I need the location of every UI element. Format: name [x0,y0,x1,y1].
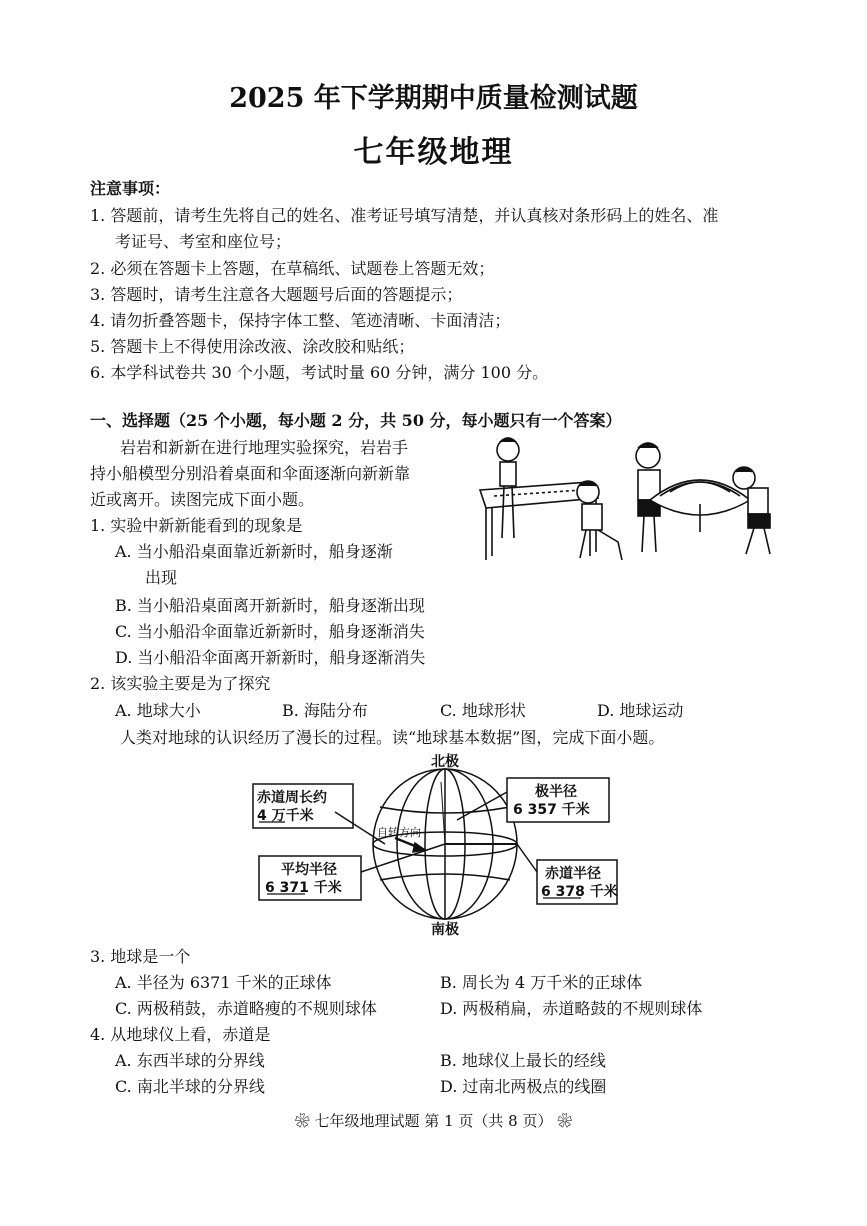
mean-radius-value: 6 371 千米 [265,880,342,896]
subject-title: 七年级地理 [353,135,514,170]
page-footer: ❀ 七年级地理试题 第 1 页（共 8 页） ❀ [294,1112,573,1130]
q3-option-b: B. 周长为 4 万千米的正球体 [440,973,643,992]
q2-option-b: B. 海陆分布 [282,701,368,720]
q4-option-b: B. 地球仪上最长的经线 [440,1051,606,1070]
notice-item: 2. 必须在答题卡上答题，在草稿纸、试题卷上答题无效； [90,259,495,278]
intro-line: 近或离开。读图完成下面小题。 [90,490,315,509]
q2-option-c: C. 地球形状 [440,701,526,720]
q1-option-c: C. 当小船沿伞面靠近新新时，船身逐渐消失 [115,622,425,641]
notice-item: 4. 请勿折叠答题卡，保持字体工整、笔迹清晰、卡面清洁； [90,311,511,330]
q2-stem: 2. 该实验主要是为了探究 [90,674,271,693]
q1-option-d: D. 当小船沿伞面离开新新时，船身逐渐消失 [115,648,426,667]
experiment-illustration [470,430,790,570]
equator-circ-label: 赤道周长约 [257,790,327,806]
q1-option-a-cont: 出现 [145,568,178,587]
q1-option-a: A. 当小船沿桌面靠近新新时，船身逐渐 [115,542,393,561]
notice-item: 考证号、考室和座位号； [115,232,292,251]
q4-option-c: C. 南北半球的分界线 [115,1077,265,1096]
equator-radius-label: 赤道半径 [545,866,601,882]
q3-option-a: A. 半径为 6371 千米的正球体 [115,973,332,992]
globe-north-label: 北极 [431,754,459,770]
exam-title: 2025 年下学期期中质量检测试题 [229,83,638,114]
intro2-text: 人类对地球的认识经历了漫长的过程。读“地球基本数据”图，完成下面小题。 [120,728,665,747]
q1-option-b: B. 当小船沿桌面离开新新时，船身逐渐出现 [115,596,425,615]
notice-item: 6. 本学科试卷共 30 个小题，考试时量 60 分钟，满分 100 分。 [90,363,549,382]
mean-radius-label: 平均半径 [281,862,337,878]
q2-option-a: A. 地球大小 [115,701,201,720]
polar-radius-label: 极半径 [535,784,577,800]
q4-stem: 4. 从地球仪上看，赤道是 [90,1025,271,1044]
q2-option-d: D. 地球运动 [597,701,684,720]
q3-stem: 3. 地球是一个 [90,947,191,966]
q3-option-d: D. 两极稍扁，赤道略鼓的不规则球体 [440,999,703,1018]
section-heading: 一、选择题（25 个小题，每小题 2 分，共 50 分，每小题只有一个答案） [90,411,622,430]
notice-item: 1. 答题前，请考生先将自己的姓名、准考证号填写清楚，并认真核对条形码上的姓名、准 [90,206,719,225]
globe-south-label: 南极 [431,922,459,937]
equator-circ-value: 4 万千米 [257,808,314,824]
polar-radius-value: 6 357 千米 [513,802,590,818]
q4-option-a: A. 东西半球的分界线 [115,1051,265,1070]
globe-diagram [245,752,625,937]
q3-option-c: C. 两极稍鼓，赤道略瘦的不规则球体 [115,999,377,1018]
notice-heading: 注意事项： [90,179,171,198]
notice-item: 5. 答题卡上不得使用涂改液、涂改胶和贴纸； [90,337,415,356]
q4-option-d: D. 过南北两极点的线圈 [440,1077,607,1096]
equator-radius-value: 6 378 千米 [541,884,618,900]
rotation-label: 自转方向 [377,826,421,839]
intro-line: 持小船模型分别沿着桌面和伞面逐渐向新新靠 [90,464,411,483]
notice-item: 3. 答题时，请考生注意各大题题号后面的答题提示； [90,285,463,304]
intro-line: 岩岩和新新在进行地理实验探究，岩岩手 [120,438,409,457]
q1-stem: 1. 实验中新新能看到的现象是 [90,516,303,535]
